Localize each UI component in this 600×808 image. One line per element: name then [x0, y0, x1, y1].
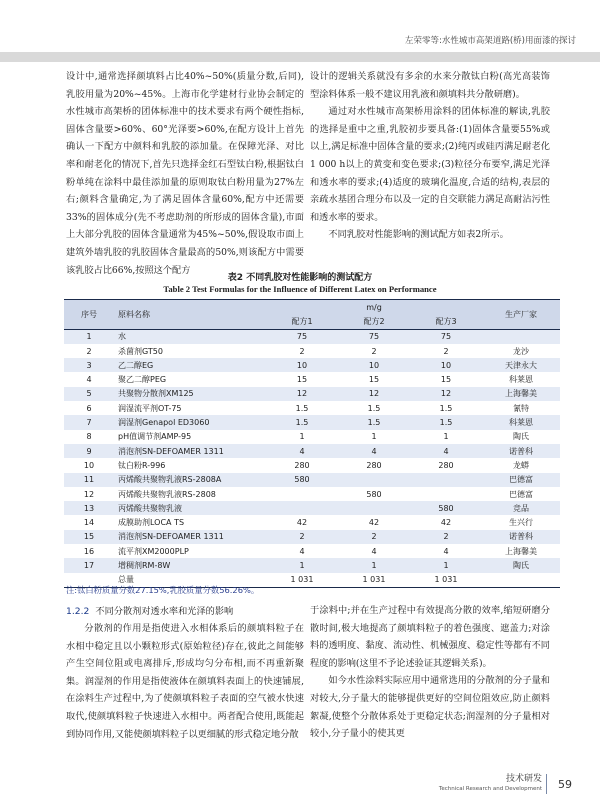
cell-maker: 陶氏 — [482, 558, 560, 572]
table-row — [64, 473, 560, 487]
cell-no: 4 — [64, 372, 114, 386]
cell-formula1 — [266, 501, 338, 515]
section-title: 不同分散剂对透水率和光泽的影响 — [95, 606, 234, 617]
cell-maker: 诺普科 — [482, 444, 560, 458]
cell-material: 消泡剂SN-DEFOAMER 1311 — [114, 530, 266, 544]
cell-maker: 生兴行 — [482, 515, 560, 529]
table-row — [64, 444, 560, 458]
cell-formula2: 1.5 — [338, 415, 410, 429]
cell-formula2: 1 — [338, 430, 410, 444]
footer-section-cn: 技术研发 — [505, 774, 542, 784]
cell-formula3 — [410, 487, 482, 501]
cell-maker — [482, 329, 560, 344]
table-row — [64, 329, 560, 344]
table-row — [64, 401, 560, 415]
cell-no: 2 — [64, 344, 114, 358]
cell-formula3: 4 — [410, 444, 482, 458]
cell-formula2: 2 — [338, 344, 410, 358]
table-row — [64, 458, 560, 472]
table-row — [64, 530, 560, 544]
cell-maker: 氰特 — [482, 401, 560, 415]
table-row — [64, 372, 560, 386]
cell-formula2: 15 — [338, 372, 410, 386]
cell-maker: 陶氏 — [482, 430, 560, 444]
cell-formula2: 2 — [338, 530, 410, 544]
section-heading — [66, 603, 233, 617]
cell-formula3: 75 — [410, 329, 482, 344]
cell-maker: 诺普科 — [482, 530, 560, 544]
cell-formula3: 1 — [410, 430, 482, 444]
cell-no: 10 — [64, 458, 114, 472]
cell-material: 乙二醇EG — [114, 358, 266, 372]
cell-material: 钛白粉R-996 — [114, 458, 266, 472]
cell-formula1: 42 — [266, 515, 338, 529]
cell-maker: 天津永大 — [482, 358, 560, 372]
cell-no: 5 — [64, 387, 114, 401]
cell-formula3: 580 — [410, 501, 482, 515]
cell-formula3: 15 — [410, 372, 482, 386]
cell-formula2: 10 — [338, 358, 410, 372]
cell-material: 增稠剂RM-8W — [114, 558, 266, 572]
cell-formula1: 1.5 — [266, 401, 338, 415]
cell-formula3: 1.5 — [410, 401, 482, 415]
cell-formula1: 10 — [266, 358, 338, 372]
col-header-f1: 配方1 — [266, 314, 338, 329]
cell-formula1: 75 — [266, 329, 338, 344]
footer-divider — [546, 774, 547, 794]
cell-total-f1: 1 031 — [266, 573, 338, 588]
table-note: 注:钛白粉质量分数27.15%,乳胶质量分数56.26%。 — [66, 585, 260, 595]
cell-no: 11 — [64, 473, 114, 487]
cell-material: 共聚物分散剂XM125 — [114, 387, 266, 401]
cell-material: pH值调节剂AMP-95 — [114, 430, 266, 444]
cell-maker: 科莱恩 — [482, 372, 560, 386]
cell-formula1: 4 — [266, 544, 338, 558]
cell-maker: 巴德富 — [482, 473, 560, 487]
cell-formula3: 1.5 — [410, 415, 482, 429]
col-header-f2: 配方2 — [338, 314, 410, 329]
cell-maker: 上海馨美 — [482, 544, 560, 558]
cell-formula2: 4 — [338, 444, 410, 458]
cell-maker: 上海馨美 — [482, 387, 560, 401]
cell-no: 6 — [64, 401, 114, 415]
paragraph: 于涂料中;并在生产过程中有效提高分散的效率,缩短研磨分散时间,极大地提高了颜填料粒子的着色强度、遮盖力;对涂料的透明度、黏度、流动性、机械强度、稳定性等都有不同程度的影响(这里不予论述验证其逻辑关系)。 — [310, 605, 550, 669]
table-row — [64, 430, 560, 444]
paragraph: 通过对水性城市高架桥用涂料的团体标准的解读,乳胶的选择是重中之重,乳胶初步要具备:(1)固体含量要55%或以上,满足标准中固体含量的要求;(2)纯丙或硅丙满足耐老化1 000 h以上的黄变和变色要求;(3)粒径分布要窄,满足光泽和透水率的要求;(4)适度的玻璃化温度,合适的结构,表层的亲疏水基团合理分布以及一定的自交联能力满足高耐沾污性和透水率的要求。 — [310, 106, 550, 223]
cell-material: 成膜助剂LOCA TS — [114, 515, 266, 529]
cell-formula3: 1 — [410, 558, 482, 572]
cell-formula3: 4 — [410, 544, 482, 558]
table-caption-cn: 表2 不同乳胶对性能影响的测试配方 — [227, 273, 373, 283]
cell-material: 消泡剂SN-DEFOAMER 1311 — [114, 444, 266, 458]
table-row — [64, 358, 560, 372]
cell-maker: 科莱恩 — [482, 415, 560, 429]
cell-formula1: 4 — [266, 444, 338, 458]
cell-total-label: 总量 — [114, 573, 266, 588]
table-row — [64, 501, 560, 515]
table-row — [64, 344, 560, 358]
cell-formula2: 1 — [338, 558, 410, 572]
cell-formula2 — [338, 473, 410, 487]
cell-formula3: 42 — [410, 515, 482, 529]
cell-material: 润湿剂Genapol ED3060 — [114, 415, 266, 429]
table-caption-en: Table 2 Test Formulas for the Influence of Different Latex on Performance — [163, 284, 437, 294]
cell-formula3: 2 — [410, 530, 482, 544]
cell-material: 杀菌剂GT50 — [114, 344, 266, 358]
table-row — [64, 415, 560, 429]
cell-no: 1 — [64, 329, 114, 344]
page-number: 59 — [558, 778, 572, 791]
col-header-no: 序号 — [64, 300, 114, 330]
col-header-material: 原料名称 — [114, 300, 266, 330]
cell-formula2: 4 — [338, 544, 410, 558]
cell-formula1: 580 — [266, 473, 338, 487]
cell-formula2: 1.5 — [338, 401, 410, 415]
col-header-f3: 配方3 — [410, 314, 482, 329]
section-number: 1.2.2 — [66, 606, 90, 617]
paragraph: 不同乳胶对性能影响的测试配方如表2所示。 — [328, 229, 509, 241]
table-row — [64, 487, 560, 501]
cell-no: 14 — [64, 515, 114, 529]
table-row — [64, 387, 560, 401]
cell-empty — [482, 573, 560, 588]
cell-formula3: 280 — [410, 458, 482, 472]
cell-no: 8 — [64, 430, 114, 444]
cell-no: 12 — [64, 487, 114, 501]
cell-material: 丙烯酸共聚物乳液RS-2808 — [114, 487, 266, 501]
cell-formula2: 12 — [338, 387, 410, 401]
paragraph: 分散剂的作用是指使进入水相体系后的颜填料粒子在水相中稳定且以小颗粒形式(原始粒径)存在,彼此之间能够产生空间位阻或电离排斥,形成均匀分布相,而不再重新聚集。润湿剂的作用是指使液体在颜填料表面上的快速铺展,在涂料生产过程中,为了使颜填料粒子表面的空气被水快速取代,使颜填料粒子快速进入水相中。两者配合使用,既能起到协同作用,又能使颜填料粒子以更细腻的形式稳定地分散 — [66, 623, 304, 740]
text-column-right-bottom — [310, 602, 550, 743]
cell-formula3 — [410, 473, 482, 487]
table-row — [64, 558, 560, 572]
cell-material: 润湿流平剂OT-75 — [114, 401, 266, 415]
footer-section-en: Technical Research and Development — [438, 786, 542, 792]
cell-total-f2: 1 031 — [338, 573, 410, 588]
running-header: 左荣零等:水性城市高架道路(桥)用面漆的探讨 — [405, 36, 576, 46]
table-row — [64, 515, 560, 529]
cell-formula1: 12 — [266, 387, 338, 401]
cell-material: 丙烯酸共聚物乳液RS-2808A — [114, 473, 266, 487]
cell-formula3: 12 — [410, 387, 482, 401]
cell-formula1: 15 — [266, 372, 338, 386]
cell-formula1: 280 — [266, 458, 338, 472]
cell-formula2: 75 — [338, 329, 410, 344]
paragraph: 设计的逻辑关系就没有多余的水来分散钛白粉(高光高装饰型涂料体系一般不建议用乳液和颜填料共分散研磨)。 — [310, 71, 550, 100]
cell-formula3: 10 — [410, 358, 482, 372]
col-header-unit: m/g — [266, 300, 482, 315]
text-column-right-top — [310, 68, 550, 244]
cell-material: 聚乙二醇PEG — [114, 372, 266, 386]
cell-maker: 竞品 — [482, 501, 560, 515]
cell-formula3: 2 — [410, 344, 482, 358]
cell-formula2 — [338, 501, 410, 515]
cell-formula1: 2 — [266, 530, 338, 544]
table-row — [64, 544, 560, 558]
cell-maker: 龙蟒 — [482, 458, 560, 472]
col-header-maker: 生产厂家 — [482, 300, 560, 330]
cell-no: 16 — [64, 544, 114, 558]
header-band — [0, 52, 600, 62]
cell-formula1: 1 — [266, 430, 338, 444]
cell-material: 水 — [114, 329, 266, 344]
cell-no: 7 — [64, 415, 114, 429]
cell-formula2: 280 — [338, 458, 410, 472]
cell-formula1: 1.5 — [266, 415, 338, 429]
cell-maker: 巴德富 — [482, 487, 560, 501]
cell-no: 13 — [64, 501, 114, 515]
cell-formula2: 580 — [338, 487, 410, 501]
cell-formula1: 2 — [266, 344, 338, 358]
formula-table — [64, 299, 560, 588]
cell-no: 17 — [64, 558, 114, 572]
text-column-left-top — [66, 68, 304, 279]
cell-no: 15 — [64, 530, 114, 544]
cell-maker: 龙沙 — [482, 344, 560, 358]
cell-no: 9 — [64, 444, 114, 458]
cell-formula2: 42 — [338, 515, 410, 529]
cell-no: 3 — [64, 358, 114, 372]
text-column-left-bottom — [66, 620, 304, 743]
paragraph: 设计中,通常选择颜填料占比40%~50%(质量分数,后同),乳胶用量为20%~45%。上海市化学建材行业协会制定的水性城市高架桥的团体标准中的技术要求有两个硬性指标,固体含量要>60%、60°光泽要>60%,在配方设计上首先确认一下配方中颜料和乳胶的添加量。在保障光泽、对比率和耐老化的情况下,首先只选择金红石型钛白粉,根据钛白粉单纯在涂料中最佳添加量的原则取钛白粉用量为27%左右;颜料含量确定,为了满足固体含量60%,配方中还需要33%的固体成分(先不考虑助剂的所形成的固体含量),市面上大部分乳胶的固体含量通常为45%~50%,假设取市面上建筑外墙乳胶的乳胶固体含量最高的50%,则该配方中需要该乳胶占比66%,按照这个配方 — [66, 71, 304, 276]
cell-material: 丙烯酸共聚物乳液 — [114, 501, 266, 515]
paragraph: 如今水性涂料实际应用中通常选用的分散剂的分子量和对较大,分子量大的能够提供更好的空间位阻效应,防止颜料絮凝,使整个分散体系处于更稳定状态;润湿剂的分子量相对较小,分子量小的使其更 — [310, 675, 550, 740]
cell-material: 流平剂XM2000PLP — [114, 544, 266, 558]
cell-formula1: 1 — [266, 558, 338, 572]
cell-total-f3: 1 031 — [410, 573, 482, 588]
cell-formula1 — [266, 487, 338, 501]
